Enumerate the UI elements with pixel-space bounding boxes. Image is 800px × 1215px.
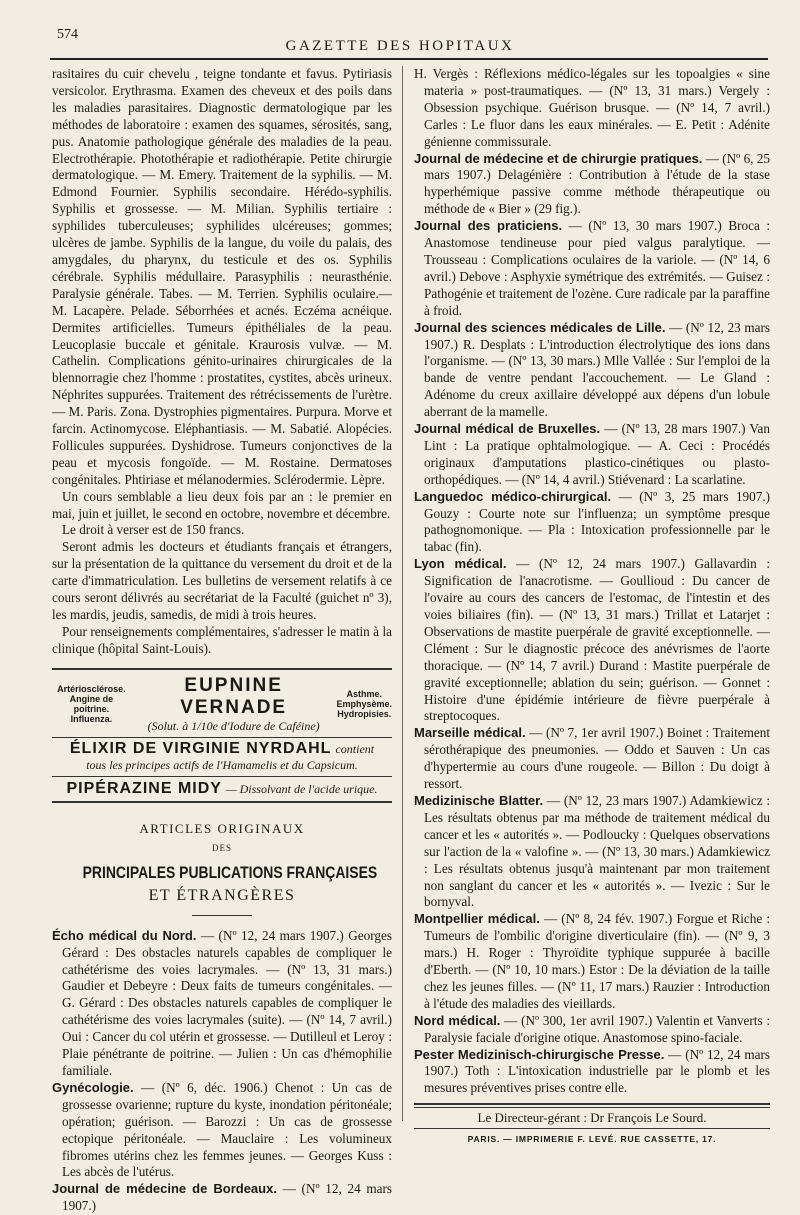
- column-separator: [402, 66, 403, 1121]
- running-title: GAZETTE DES HOPITAUX: [285, 38, 515, 54]
- journal-contents: — (Nº 12, 24 mars 1907.) Georges Gérard : Des obstacles naturels capables de compliquer le cathétérisme des voies lacrymales. — (Nº 13, 31 mars.) Gaudier et Debeyre : Deux faits de tumeurs congénitales. — G. Gérard : Des obstacles naturels capables de compliquer le cathétérisme des voies lacrymales (suite). — (Nº 14, 7 avril.) Oui : Cancer du col utérin et grossesse. — Dutilleul et Leroy : Plaie pénétrante de poitrine. — Julien : Un cas d'hémophilie familiale.: [62, 927, 393, 1078]
- journal-contents: — (Nº 12, 24 mars 1907.) Toth : L'intoxication industrielle par le plomb et les mesures préventives prises contre elle.: [424, 1046, 770, 1096]
- journal-entry: [52, 928, 392, 1080]
- journal-name: Marseille médical.: [414, 725, 526, 741]
- journal-entry: [414, 793, 770, 911]
- section-rule: [192, 915, 252, 916]
- journal-entry: [52, 1080, 392, 1181]
- ad-piperazine-tag: — Dissolvant de l'acide urique.: [225, 781, 378, 796]
- advertisement-block: [52, 668, 392, 803]
- journal-entry: [414, 725, 770, 793]
- section-heading-line1: ARTICLES ORIGINAUX: [139, 820, 305, 836]
- ad-brand-elixir: ÉLIXIR DE VIRGINIE NYRDAHL: [69, 739, 332, 757]
- ad-elixir-tag: contient: [335, 741, 375, 756]
- ad-center: [131, 675, 337, 734]
- course-fee: Le droit à verser est de 150 francs.: [62, 522, 245, 538]
- journal-name: Gynécologie.: [52, 1079, 134, 1095]
- journal-contents: — (Nº 13, 30 mars 1907.) Broca : Anastomose tendineuse pour pied valgus paralytique. — Trousseau : Complications oculaires de la variole. — (Nº 14, 6 avril.) Debove : Asphyxie symétrique des extrémités. — Guisez : Pathogénie et traitement de l'ozène. Cure radicale par la paraffine à froid.: [424, 218, 771, 318]
- journal-entry: [414, 421, 770, 489]
- journal-name: Journal de médecine et de chirurgie pratiques.: [414, 150, 703, 166]
- page-number: 574: [57, 27, 78, 42]
- footer-rule: [414, 1103, 770, 1105]
- ad-indication: Influenza.: [70, 714, 113, 725]
- journal-contents: — (Nº 3, 25 mars 1907.) Gouzy : Courte note sur l'influenza; un symptôme presque pathognomonique. — Pla : Intoxication professionnelle par le tabac (fin).: [424, 488, 771, 555]
- right-column: [414, 66, 771, 1145]
- journal-name: Pester Medizinisch-chirurgische Presse.: [414, 1046, 665, 1062]
- ad-indication: Hydropisies.: [337, 709, 392, 720]
- left-column: [52, 66, 393, 1214]
- journal-contents: — (Nº 12, 24 mars 1907.): [62, 1181, 393, 1214]
- course-schedule: Un cours semblable a lieu deux fois par an : le premier en mai, juin et juillet, le second en octobre, novembre et décembre.: [52, 488, 392, 521]
- left-entries: [52, 928, 392, 1215]
- journal-name: Journal des praticiens.: [414, 218, 563, 234]
- journal-entry: [414, 1047, 770, 1098]
- journal-name: Languedoc médico-chirurgical.: [414, 488, 612, 504]
- journal-contents: — (Nº 12, 24 mars 1907.) Gallavardin : Signification de l'anacrotisme. — Goullioud : Du cancer de l'ovaire au cours des cancers de l'estomac, de l'intestin et des voies biliaires (fin). — (Nº 13, 31 mars.) Trillat et Latarjet : Observations de mastite puerpérale de gravité exceptionnelle. — Clément : Sur le diagnostic précoce des anévrismes de l'aorte thoracique. — (Nº 14, 7 avril.) Durand : Mastite puerpérale de gravité exceptionnelle; ablation du sein; guérison. — Gonnet : Histoire d'une épidémie intérieure de fièvre puerpérale à streptocoques.: [424, 556, 770, 724]
- journal-name: Écho médical du Nord.: [52, 927, 197, 943]
- journal-name: Montpellier médical.: [414, 911, 540, 927]
- journal-entry: [52, 1181, 392, 1215]
- journal-name: Journal médical de Bruxelles.: [414, 421, 601, 437]
- course-contact: Pour renseignements complémentaires, s'adresser le matin à la clinique (hôpital Saint-Louis).: [52, 623, 392, 656]
- course-syllabus: rasitaires du cuir chevelu , teigne tondante et favus. Pytiriasis versicolor. Erythrasma. Examen des cheveux et des poils dans les maladies parasitaires. Diagnostic dermatologique par les méthodes de laboratoire : examen des squames, sérosités, sang, pus. Anatomie pathologique générale des maladies de la peau. Electrothérapie. Photothérapie et radiothérapie. Petite chirurgie dermatologique. — M. Emery. Traitement de la syphilis. — M. Edmond Fournier. Syphilis secondaire. Hérédo-syphilis. Syphilis et grossesse. — M. Milian. Syphilis tertiaire : syphilides tuberculeuses; syphilides ulcéreuses; gommes; ulcères de jambe. Syphilis de la langue, du voile du palais, des amygdales, du pharynx, du testicule et des os. Syphilis cérébrale. Syphilis médullaire. Parasyphilis : neurasthénie. Paralysie générale. Tabes. — M. Terrien. Syphilis oculaire.— M. Lacapère. Pelade. Séborrhées et acnés. Eczéma acnéique. Dermites artificielles. Tumeurs épithéliales de la peau. Leucoplasie buccale et génitale. Kraurosis vulvæ. — M. Cathelin. Complications génito-urinaires chirurgicales de la blennorragie chez l'homme : prostatites, cystites, abcès urineux. Néphrites suppurées. Traitement des rétrécissements de l'urètre. — M. Paris. Zona. Dystrophies pigmentaires. Purpura. Morve et farcin. Actinomycose. Eléphantiasis. — M. Sabatié. Alopécies. Follicules suppurées. Dyshidrose. Tumeurs conjonctives de la peau et mycosis fongoïde. — M. Rostaine. Dermatoses congénitales. Phtiriase et mélanodermies. Sclérodermie. Lèpre.: [52, 66, 392, 487]
- ad-indication: Angine de poitrine.: [69, 694, 114, 715]
- elixir-ad: [52, 740, 392, 773]
- journal-contents: — (Nº 8, 24 fév. 1907.) Forgue et Riche : Tumeurs de l'ombilic d'origine diverticulaire (fin). — (Nº 9, 3 mars.) H. Roger : Thyroïdite typhique suppurée à bacille d'Eberth. — (Nº 10, 10 mars.) Estor : De la déviation de la taille chez les jeunes filles. — (Nº 11, 17 mars.) Rauzier : Introduction à l'étude des maladies des vieillards.: [424, 911, 770, 1011]
- journal-name: Journal des sciences médicales de Lille.: [414, 319, 666, 335]
- journal-contents: — (Nº 7, 1er avril 1907.) Boinet : Traitement sérothérapique des pneumonies. — Oddo et Sauven : Un cas d'hypertermie au cours d'une rougeole. — Billon : Du doigt à ressort.: [424, 725, 770, 792]
- journal-contents: — (Nº 12, 23 mars 1907.) R. Desplats : L'introduction électrolytique des ions dans l'organisme. — (Nº 13, 30 mars.) Mlle Vallée : Sur l'emploi de la bande de ventre pendant l'accouchement. — Le Gland : Adénome du creux axillaire développé aux dépens d'un lobule aberrant de la mamelle.: [424, 319, 770, 420]
- footer-rule-thin: [414, 1128, 770, 1129]
- ad-indication: Asthme.: [346, 689, 382, 700]
- journal-entry-continued: [414, 66, 770, 151]
- journal-name: Medizinische Blatter.: [414, 792, 544, 808]
- section-heading-line2: DES: [211, 842, 232, 853]
- ad-divider: [52, 737, 392, 738]
- journal-contents: — (Nº 6, 25 mars 1907.) Delagénière : Contribution à l'étude de la stase hyperhémique passive comme méthode thérapeutique ou méthode de « Bier » (29 fig.).: [424, 150, 770, 217]
- journal-entry: [414, 320, 770, 421]
- journal-entry: [414, 218, 770, 319]
- ad-indication: Emphysème.: [336, 699, 392, 710]
- eupnine-ad: [52, 675, 392, 734]
- printer-line: PARIS. — IMPRIMERIE F. LEVÉ. RUE CASSETTE, 17.: [467, 1134, 717, 1145]
- journal-entry: [414, 556, 770, 725]
- ad-subtitle: (Solut. à 1/10e d'Iodure de Caféine): [147, 718, 320, 733]
- journal-entry: [414, 911, 770, 1012]
- ad-indications-right: [336, 689, 392, 719]
- ad-brand-piperazine: PIPÉRAZINE MIDY: [66, 779, 222, 797]
- header-rule: [50, 58, 768, 60]
- journal-contents: — (Nº 12, 23 mars 1907.) Adamkiewicz : Les résultats obtenus par ma méthode de traitement médical du cancer et les « autorités ». — Podloucky : Quelques observations sur l'action de la « valofine ». — (Nº 13, 30 mars.) Adamkiewicz : Les résultats obtenus jusqu'à maintenant par mon traitement non sanglant du cancer et les « autorités ». — Ivezic : Sur le bornyval.: [424, 792, 771, 910]
- journal-contents: — (Nº 13, 28 mars 1907.) Van Lint : La pratique ophtalmologique. — A. Ceci : Procédés originaux d'amputations plastico-cinétiques ou plasto-orthopédiques. — (Nº 14, 4 avril.) Stiévenard : La scarlatine.: [424, 421, 770, 487]
- ad-indications-left: [52, 684, 131, 724]
- journal-name: Lyon médical.: [414, 556, 507, 572]
- journal-contents: — (Nº 6, déc. 1906.) Chenot : Un cas de grossesse ovarienne; rupture du kyste, inondation péritonéale; opération; guérison. — Barozzi : Un cas de grossesse ectopique péritonéale. — Mauclaire : Les volumineux fibromes utérins chez les femmes jeunes. — Georges Kuss : Les abcès de l'utérus.: [62, 1079, 392, 1180]
- journal-entry: [414, 489, 770, 557]
- course-admission: Seront admis les docteurs et étudiants français et étrangers, sur la présentation de la quittance du versement du droit et de la carte d'immatriculation. Les bulletins de versement relatifs à ce cours seront délivrés au secrétariat de la Faculté (guichet nº 3), les mardis, jeudis, samedis, de midi à trois heures.: [52, 539, 392, 622]
- journal-contents: H. Vergès : Réflexions médico-légales sur les topoalgies « sine materia » post-traumatiques. — (Nº 13, 31 mars.) Vergely : Obsession psychique. Guérison brusque. — (Nº 14, 7 avril.) Carles : Le fluor dans les eaux minérales. — E. Petit : Adénite génienne commissurale.: [414, 66, 770, 149]
- section-heading-line3: PRINCIPALES PUBLICATIONS FRANÇAISES: [82, 862, 378, 882]
- journal-name: Journal de médecine de Bordeaux.: [52, 1181, 277, 1197]
- journal-entry: [414, 1013, 770, 1047]
- director-line: Le Directeur-gérant : Dr François Le Sourd.: [477, 1110, 707, 1126]
- journal-entry: [414, 151, 770, 219]
- footer-rule-thin: [414, 1107, 770, 1108]
- ad-brand-eupnine: EUPNINE VERNADE: [180, 674, 288, 718]
- journal-name: Nord médical.: [414, 1012, 501, 1028]
- ad-elixir-description: tous les principes actifs de l'Hamamelis et du Capsicum.: [86, 757, 358, 772]
- ad-indication: Artériosclérose.: [57, 684, 126, 695]
- journal-contents: — (Nº 300, 1er avril 1907.) Valentin et Vanverts : Paralysie faciale d'origine otique. Anastomose spino-faciale.: [424, 1012, 770, 1045]
- piperazine-ad: [52, 776, 392, 803]
- section-heading-line4: ET ÉTRANGÈRES: [148, 886, 296, 904]
